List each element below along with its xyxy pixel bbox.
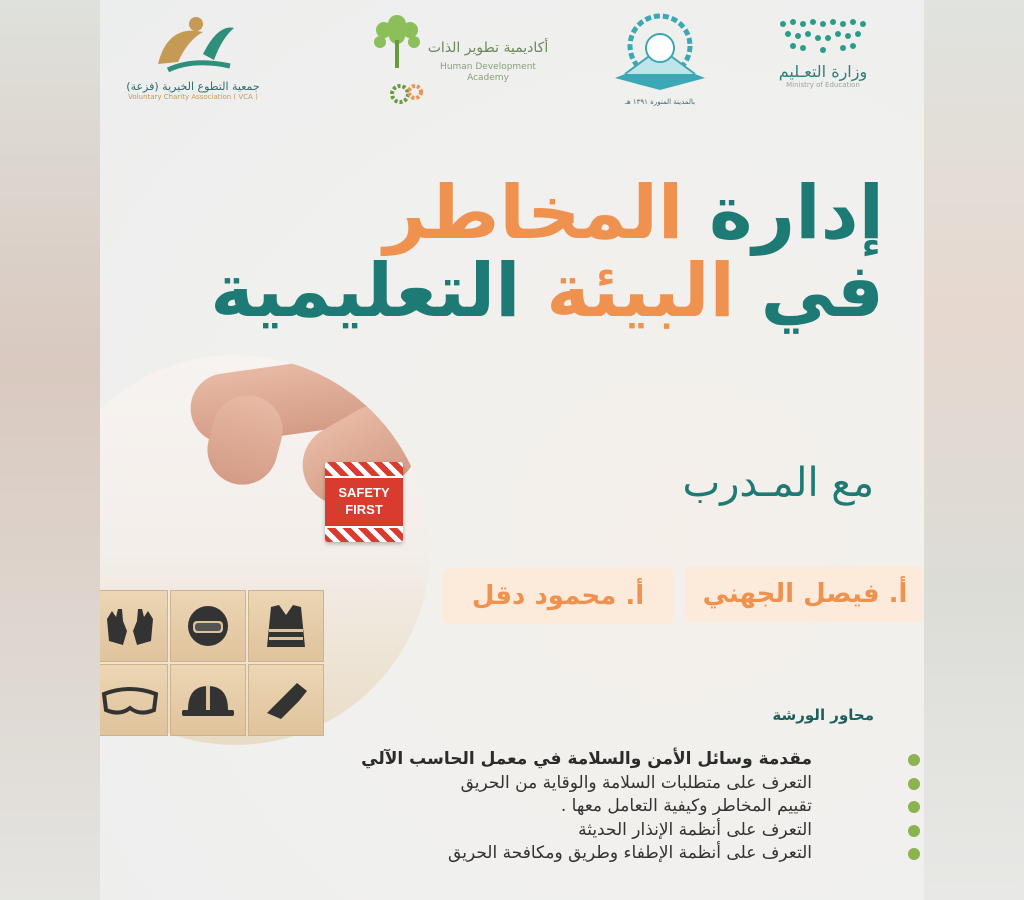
trainer-pill-2: أ. محمود دقل [442,568,674,624]
helmet-block [170,664,246,736]
title-line-2 [210,247,884,334]
safety-first-block [325,462,403,542]
ministry-arabic: وزارة التعـليم [778,62,868,81]
mask-block [170,590,246,662]
charity-logo [118,14,268,102]
academy-english: Human Development Academy [440,62,536,83]
title-highlight: البيئة [546,247,735,334]
trainer-heading: مع المـدرب [682,460,874,506]
list-item: التعرف على متطلبات السلامة والوقاية من الحريق [252,772,812,796]
title-word: إدارة [683,170,884,256]
workshop-heading: محاور الورشة [772,706,874,724]
ministry-dots-icon [773,18,873,58]
left-blur-border [0,0,100,900]
charity-figure-icon [148,14,238,76]
hazard-stripe [325,462,403,476]
list-item: التعرف على أنظمة الإطفاء وطريق ومكافحة الحريق [252,842,812,866]
list-item: تقييم المخاطر وكيفية التعامل معها . [252,795,812,819]
vest-block [248,590,324,662]
title-word: التعليمية [210,247,547,334]
title-highlight: المخاطر [383,170,684,256]
seal-caption: بالمدينة المنورة ١٣٩١ هـ [624,98,696,106]
hard-hat-icon [178,678,238,722]
poster-title [210,170,884,334]
tree-icon [362,10,432,70]
safety-boot-icon [259,675,313,725]
goggles-icon [100,680,160,720]
ministry-logo [768,18,878,90]
bullet-dot-icon [908,848,920,860]
safety-sign [325,478,403,526]
trainer-pill-1: أ. فيصل الجهني [685,566,924,622]
gloves-icon [103,601,157,651]
title-line-1 [324,170,884,256]
madinah-seal-logo [600,8,720,106]
poster [100,0,924,900]
bullet-dot-icon [908,801,920,813]
list-item: مقدمة وسائل الأمن والسلامة في معمل الحاسب الآلي [252,748,812,772]
bullet-dot-icon [908,825,920,837]
charity-arabic: جمعية التطوع الخيرية (فزعة) [126,80,260,93]
academy-arabic: أكاديمية تطوير الذات [427,40,549,56]
safety-sign-line-1: SAFETY [338,485,390,500]
respirator-mask-icon [181,601,235,651]
gloves-block [100,590,168,662]
right-blur-border [924,0,1024,900]
gears-icon [390,82,424,104]
title-word: في [734,247,884,334]
boot-block [248,664,324,736]
workshop-list [252,748,812,866]
bullet-dot-icon [908,778,920,790]
goggles-block [100,664,168,736]
charity-english: Voluntary Charity Association ( VCA ) [128,93,258,102]
list-item: التعرف على أنظمة الإنذار الحديثة [252,819,812,843]
safety-sign-line-2: FIRST [345,502,383,517]
hazard-stripe [325,528,403,542]
ministry-english: Ministry of Education [786,81,860,90]
bullet-dot-icon [908,754,920,766]
safety-vest-icon [259,601,313,651]
book-seal-icon [605,8,715,94]
